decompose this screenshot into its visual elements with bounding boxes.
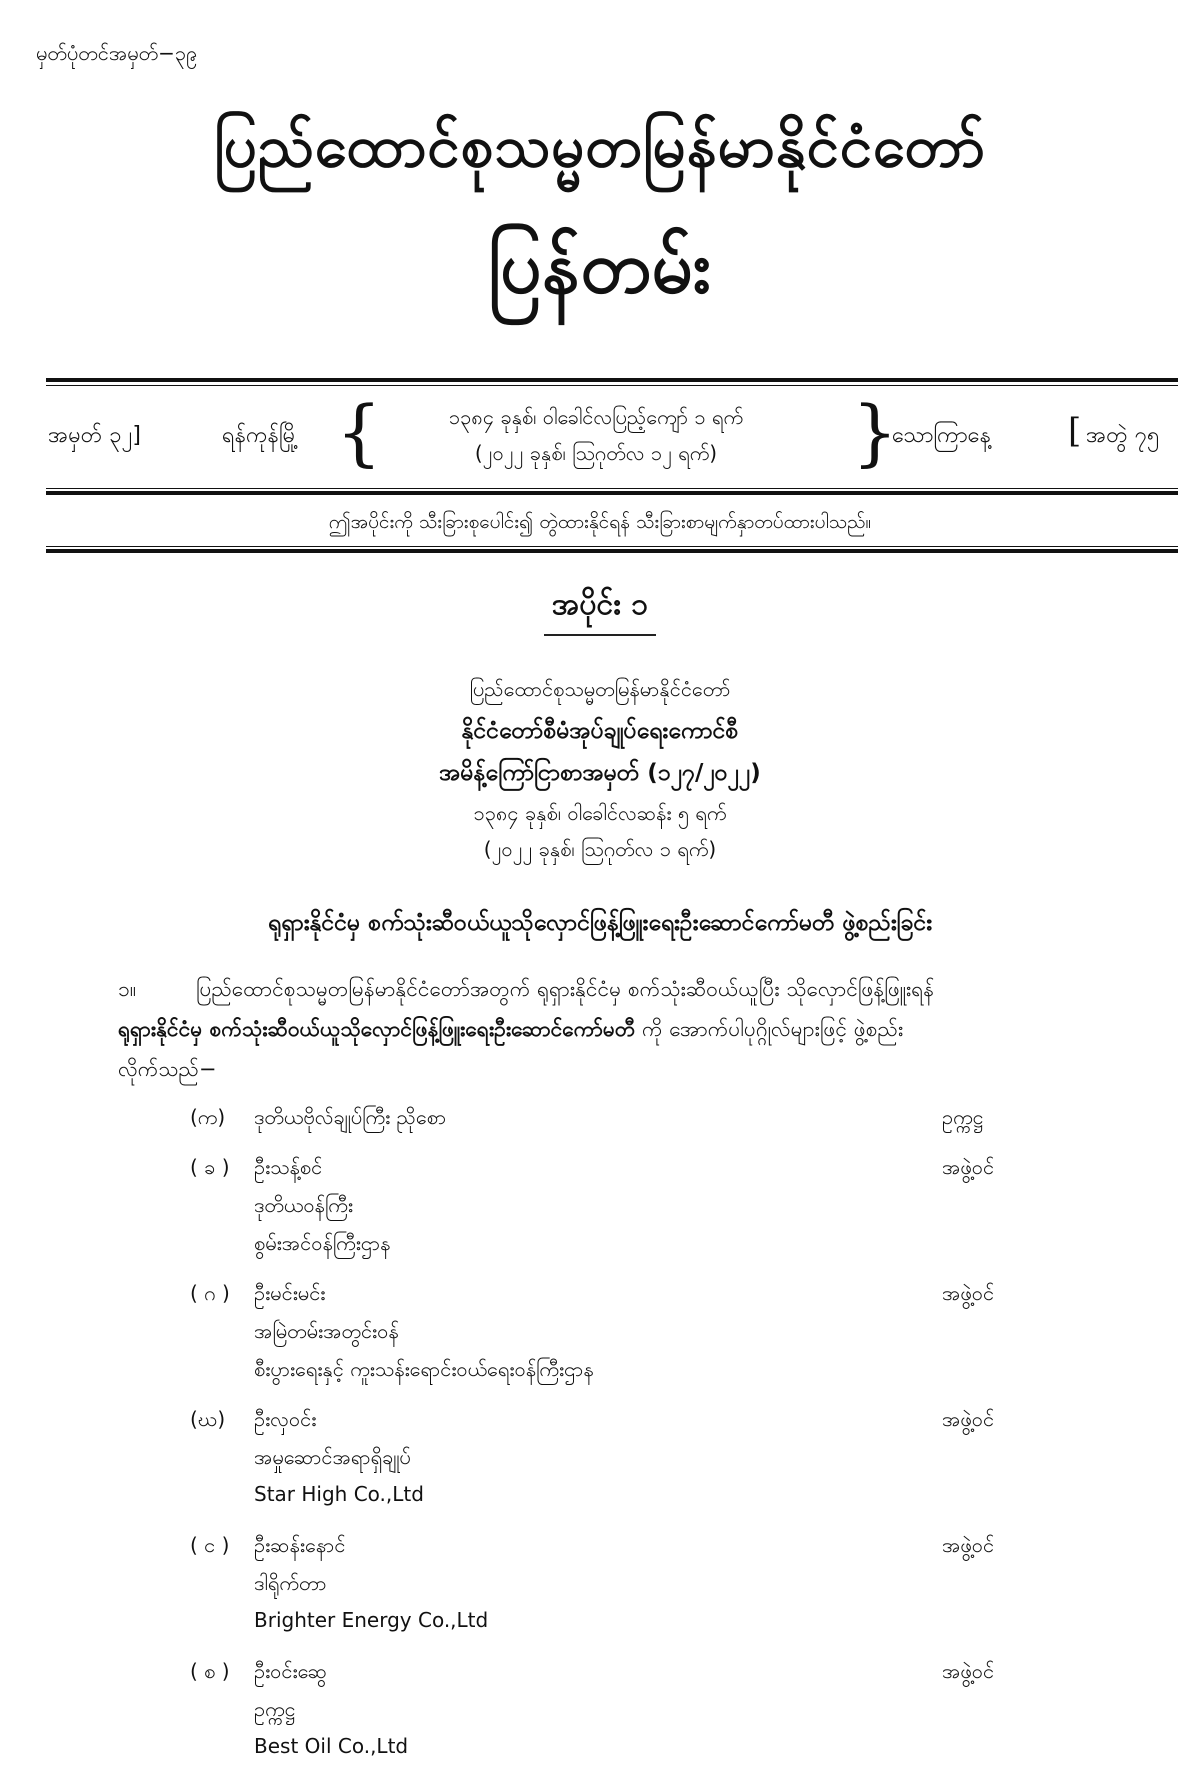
member-title: ဥက္ကဋ္ဌ [254,1697,296,1721]
member-title: ဒါရိုက်တာ [254,1571,327,1595]
issue-number: အမှတ် ၃၂] [48,423,141,448]
main-heading: ရုရှားနိုင်ငံမှ စက်သုံးဆီဝယ်ယူသိုလှောင်ဖြန့်ဖြူးရေးဦးဆောင်ကော်မတီ ဖွဲ့စည်းခြင်း [267,910,933,936]
member-letter: (ဃ) [190,1407,226,1431]
member-title: အမှုဆောင်အရာရှိချုပ် [254,1445,411,1469]
weekday: သောကြာနေ့ [892,423,991,448]
member-organization: စွမ်းအင်ဝန်ကြီးဌာန [254,1231,391,1255]
member-name: ဒုတိယဗိုလ်ချုပ်ကြီး ညိုစော [254,1105,447,1129]
gazette-title: ပြည်ထောင်စုသမ္မတမြန်မာနိုင်ငံတော် [214,112,986,180]
section-title: အပိုင်း ၁ [551,587,649,622]
member-letter: (က) [190,1105,226,1129]
order-country: ပြည်ထောင်စုသမ္မတမြန်မာနိုင်ငံတော် [469,677,731,701]
member-name: ဦးသန့်စင် [254,1155,323,1179]
member-organization: Star High Co.,Ltd [254,1482,424,1506]
header-rule-top-thin [46,385,1178,386]
member-organization: Best Oil Co.,Ltd [254,1734,409,1758]
member-name: ဦးဝင်းဆွေ [254,1659,327,1683]
notice-rule-thin [46,546,1178,547]
member-name: ဦးမင်းမင်း [254,1281,326,1305]
separate-page-notice: ဤအပိုင်းကို သီးခြားစုပေါင်း၍ တွဲထားနိုင်ရန် သီးခြားစာမျက်နှာတပ်ထားပါသည်။ [328,511,872,533]
paragraph-number: ၁။ [118,977,137,1001]
right-brace: } [852,390,898,474]
member-role: အဖွဲ့ဝင် [942,1407,995,1431]
paragraph-line-3: လိုက်သည်− [118,1057,217,1081]
paragraph-line-2 [118,1016,903,1047]
gazette-header-row [46,390,1178,478]
member-title: အမြဲတမ်းအတွင်းဝန် [254,1319,399,1343]
paragraph-line-2-rest: ကို အောက်ပါပုဂ္ဂိုလ်များဖြင့် ဖွဲ့စည်း [635,1017,904,1041]
header-rule-bottom-thin [46,488,1178,489]
registration-number: မှတ်ပုံတင်အမှတ်−၃၉ [36,41,198,65]
header-rule-top [46,378,1178,382]
paragraph-line-1: ပြည်ထောင်စုသမ္မတမြန်မာနိုင်ငံတော်အတွက် ရုရှားနိုင်ငံမှ စက်သုံးဆီဝယ်ယူပြီး သိုလှောင်ဖြန့်ဖြူးရန် [196,977,935,1001]
section-title-underline [544,634,656,636]
member-organization: Brighter Energy Co.,Ltd [254,1608,489,1632]
member-letter: ( ခ ) [190,1155,230,1179]
member-letter: ( ဂ ) [190,1281,230,1305]
member-name: ဦးလှဝင်း [254,1407,317,1431]
header-date-gregorian: (၂၀၂၂ ခုနှစ်၊ ဩဂုတ်လ ၁၂ ရက်) [474,441,718,465]
order-number: အမိန့်ကြော်ငြာစာအမှတ် (၁၂၇/၂၀၂၂) [439,760,761,786]
order-council: နိုင်ငံတော်စီမံအုပ်ချုပ်ရေးကောင်စီ [461,718,739,744]
member-role: အဖွဲ့ဝင် [942,1533,995,1557]
gazette-subtitle: ပြန်တမ်း [488,225,712,309]
publication-place: ရန်ကုန်မြို့ [222,423,299,448]
member-letter: ( င ) [190,1533,230,1557]
order-date-gregorian: (၂၀၂၂ ခုနှစ်၊ ဩဂုတ်လ ၁ ရက်) [483,837,717,861]
volume-number: အတွဲ ၇၅ [1086,423,1160,448]
left-brace: { [336,390,382,474]
member-role: ဥက္ကဋ္ဌ [942,1105,984,1129]
notice-rule [46,549,1178,553]
member-role: အဖွဲ့ဝင် [942,1155,995,1179]
member-organization: စီးပွားရေးနှင့် ကူးသန်းရောင်းဝယ်ရေးဝန်ကြီးဌာန [254,1357,594,1381]
member-role: အဖွဲ့ဝင် [942,1281,995,1305]
committee-name: ရုရှားနိုင်ငံမှ စက်သုံးဆီဝယ်ယူသိုလှောင်ဖြန့်ဖြူးရေးဦးဆောင်ကော်မတီ [118,1017,636,1041]
member-title: ဒုတိယဝန်ကြီး [254,1193,353,1217]
header-rule-bottom [46,491,1178,495]
member-role: အဖွဲ့ဝင် [942,1659,995,1683]
volume-bracket: [ [1068,411,1082,451]
member-letter: ( စ ) [190,1659,230,1683]
order-date-myanmar: ၁၃၈၄ ခုနှစ်၊ ဝါခေါင်လဆန်း ၅ ရက် [473,801,727,825]
header-date-myanmar: ၁၃၈၄ ခုနှစ်၊ ဝါခေါင်လပြည့်ကျော် ၁ ရက် [448,405,744,429]
member-name: ဦးဆန်းနောင် [254,1533,346,1557]
